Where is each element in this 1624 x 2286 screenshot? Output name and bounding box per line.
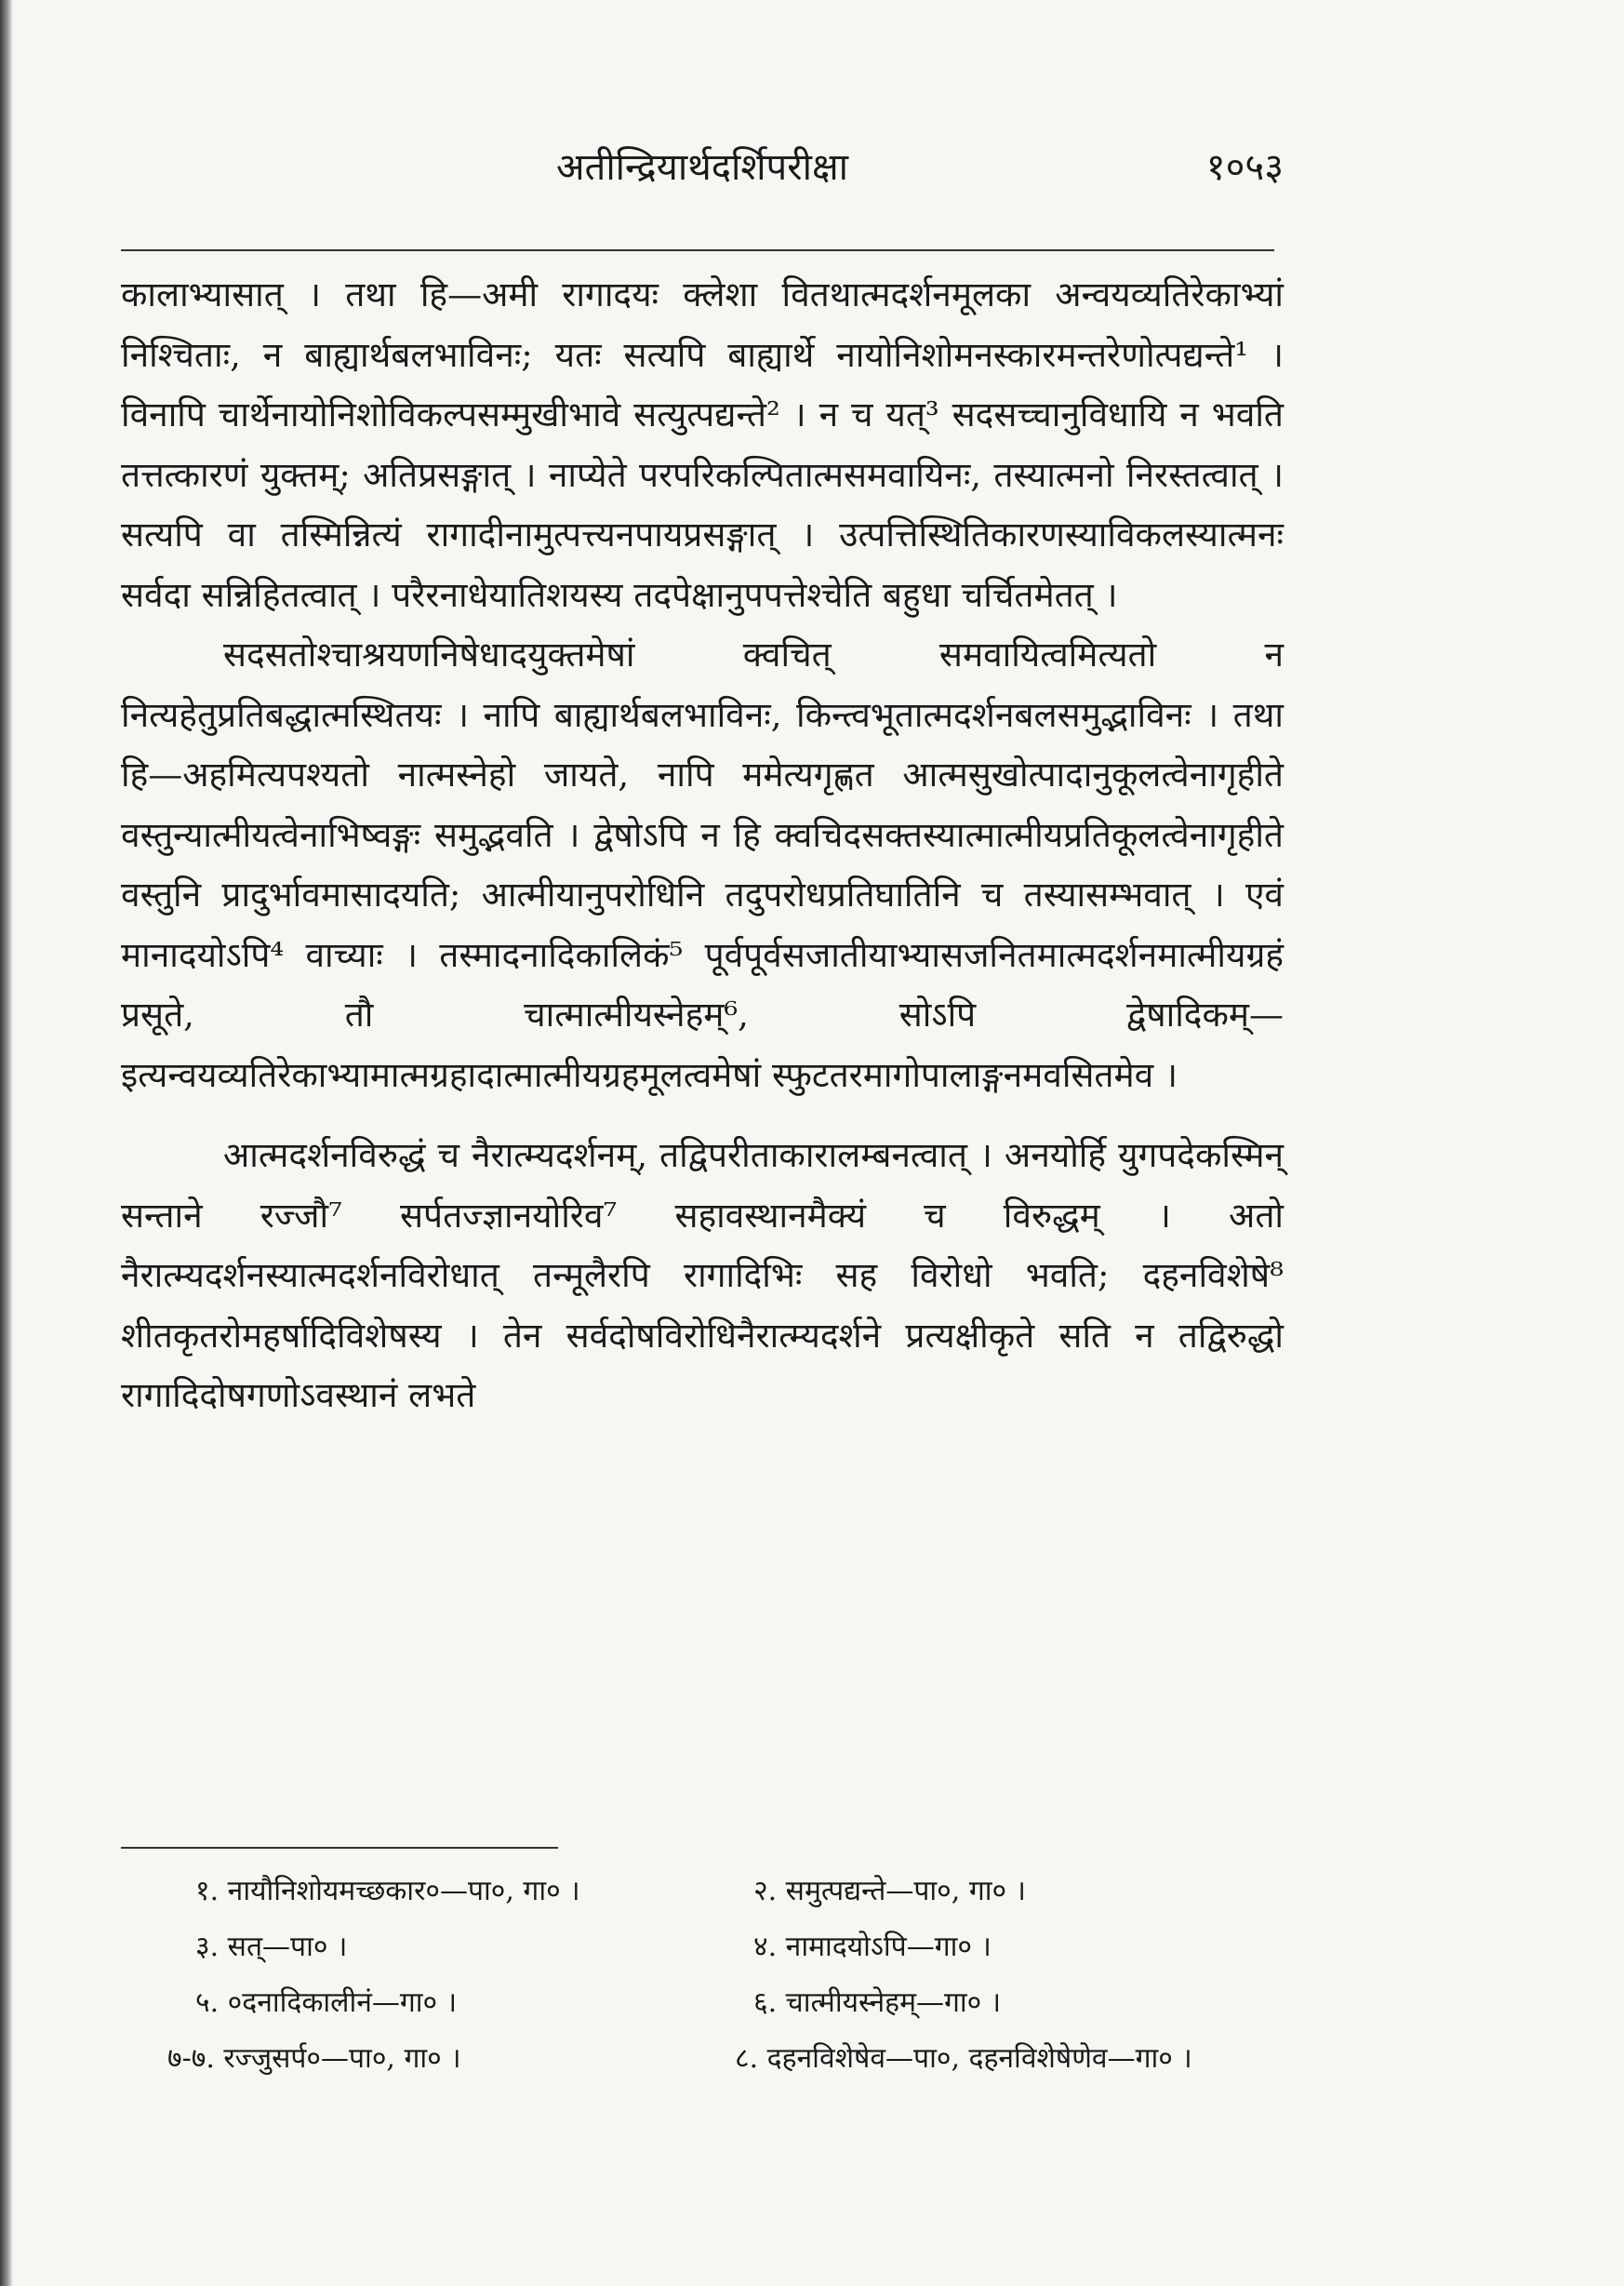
footnote-5: ५. ०दनादिकालीनं—गा० । — [195, 1985, 458, 2019]
footnote-3: ३. सत्—पा० । — [195, 1930, 348, 1963]
page-number: १०५३ — [1205, 146, 1284, 189]
page-header — [121, 140, 1284, 205]
paragraph-1: कालाभ्यासात् । तथा हि—अमी रागादयः क्लेशा वितथात्मदर्शनमूलका अन्वयव्यतिरेकाभ्यां निश्चिताः, न बाह्यार्थबलभाविनः; यतः सत्यपि बाह्यार्थे नायोनिशोमनस्कारमन्तरेणोत्पद्यन्ते¹ । विनापि चार्थेनायोनिशोविकल्पसम्मुखीभावे सत्युत्पद्यन्ते² । न च यत्³ सदसच्चानुविधायि न भवति तत्तत्कारणं युक्तम्; अतिप्रसङ्गात् । नाप्येते परपरिकल्पितात्मसमवायिनः, तस्यात्मनो निरस्तत्वात् । सत्यपि वा तस्मिन्नित्यं रागादीनामुत्पत्त्यनपायप्रसङ्गात् । उत्पत्तिस्थितिकारणस्याविकलस्यात्मनः सर्वदा सन्निहितत्वात् । परैरनाधेयातिशयस्य तदपेक्षानुपपत्तेश्चेति बहुधा चर्चितमेतत् । — [121, 274, 1284, 615]
running-title: अतीन्द्रियार्थदर्शिपरीक्षा — [555, 146, 849, 189]
footnote-7: ७-७. रज्जुसर्प०—पा०, गा० । — [167, 2041, 461, 2075]
footnote-row — [140, 2028, 1284, 2084]
footnote-row — [140, 1861, 1284, 1917]
paragraph-3: आत्मदर्शनविरुद्धं च नैरात्म्यदर्शनम्, तद्विपरीताकारालम्बनत्वात् । अनयोर्हि युगपदेकस्मिन् सन्ताने रज्जौ⁷ सर्पतज्ज्ञानयोरिव⁷ सहावस्थानमैक्यं च विरुद्धम् । अतो नैरात्म्यदर्शनस्यात्मदर्शनविरोधात् तन्मूलैरपि रागादिभिः सह विरोधो भवति; दहनविशेषे⁸ शीतकृतरोमहर्षादिविशेषस्य । तेन सर्वदोषविरोधिनैरात्म्यदर्शने प्रत्यक्षीकृते सति न तद्विरुद्धो रागादिदोषगणोऽवस्थानं लभते — [121, 1135, 1284, 1415]
book-binding-edge — [0, 0, 13, 2286]
header-rule — [121, 249, 1274, 251]
footnote-1: १. नायौनिशोयमच्छकार०—पा०, गा० । — [195, 1874, 580, 1907]
paragraph-2: सदसतोश्चाश्रयणनिषेधादयुक्तमेषां क्वचित् समवायित्वमित्यतो न नित्यहेतुप्रतिबद्धात्मस्थितयः । नापि बाह्यार्थबलभाविनः, किन्त्वभूतात्मदर्शनबलसमुद्भाविनः । तथा हि—अहमित्यपश्यतो नात्मस्नेहो जायते, नापि ममेत्यगृह्णत आत्मसुखोत्पादानुकूलत्वेनागृहीते वस्तुन्यात्मीयत्वेनाभिष्वङ्गः समुद्भवति । द्वेषोऽपि न हि क्वचिदसक्तस्यात्मात्मीयप्रतिकूलत्वेनागृहीते वस्तुनि प्रादुर्भावमासादयति; आत्मीयानुपरोधिनि तदुपरोधप्रतिघातिनि च तस्यासम्भवात् । एवं मानादयोऽपि⁴ वाच्याः । तस्मादनादिकालिकं⁵ पूर्वपूर्वसजातीयाभ्यासजनितमात्मदर्शनमात्मीयग्रहं प्रसूते, तौ चात्मात्मीयस्नेहम्⁶, सोऽपि द्वेषादिकम्—इत्यन्वयव्यतिरेकाभ्यामात्मग्रहादात्मात्मीयग्रहमूलत्वमेषां स्फुटतरमागोपालाङ्गनमवसितमेव । — [121, 635, 1284, 1095]
footnote-6: ६. चात्मीयस्नेहम्—गा० । — [753, 1985, 1002, 2019]
footnote-rule — [121, 1847, 558, 1849]
footnotes — [140, 1861, 1284, 2084]
footnote-row — [140, 1972, 1284, 2028]
footnote-2: २. समुत्पद्यन्ते—पा०, गा० । — [753, 1874, 1027, 1907]
footnote-8: ८. दहनविशेषेव—पा०, दहनविशेषेणेव—गा० । — [735, 2041, 1192, 2075]
main-text — [121, 265, 1284, 1426]
footnote-4: ४. नामादयोऽपि—गा० । — [753, 1930, 992, 1963]
footnote-row — [140, 1917, 1284, 1972]
